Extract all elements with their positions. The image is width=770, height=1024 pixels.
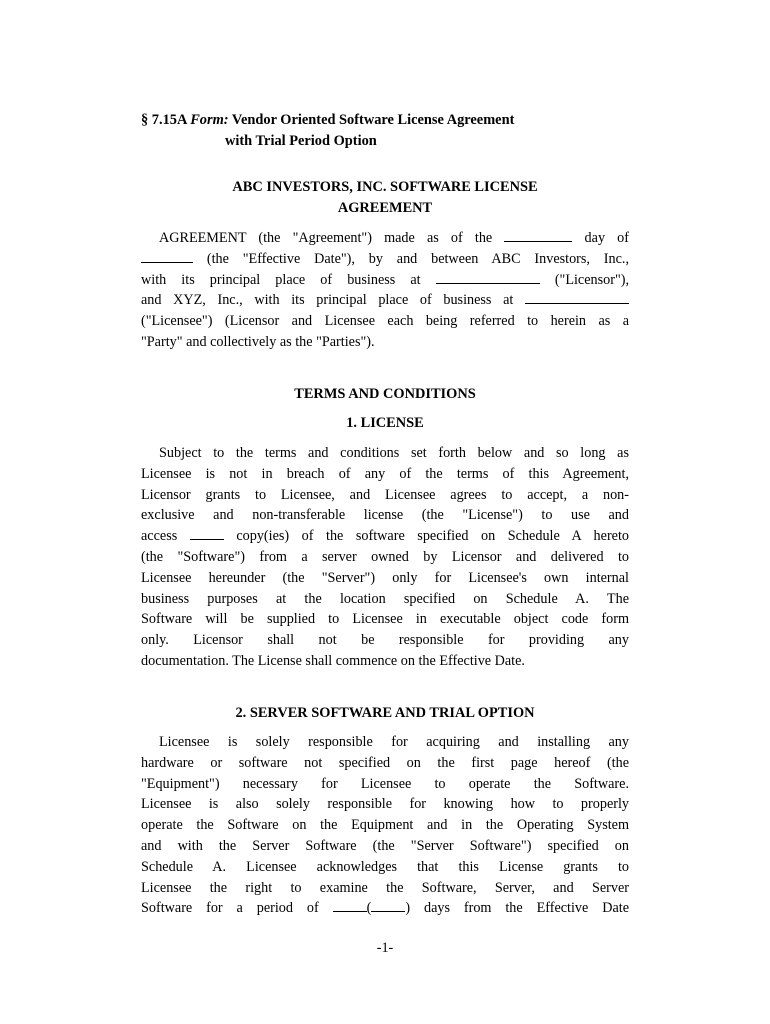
section1-line: documentation. The License shall commence on the Effective Date. — [141, 652, 525, 669]
agreement-title — [141, 177, 629, 219]
section2-text: ) days from the Effective Date — [405, 900, 630, 917]
section1-line: Licensee is not in breach of any of the terms of this Agreement, — [141, 465, 629, 482]
form-title-line2: with Trial Period Option — [225, 133, 377, 149]
agreement-title-line1: ABC INVESTORS, INC. SOFTWARE LICENSE — [232, 179, 538, 195]
form-label: Form: — [190, 112, 229, 128]
section-heading — [141, 110, 661, 152]
trial-days-words-blank — [333, 899, 367, 912]
page-number: -1- — [376, 940, 394, 956]
section2-line: and with the Server Software (the "Server Software") specified on — [141, 837, 629, 854]
copies-blank — [190, 527, 224, 540]
trial-days-number-blank — [371, 899, 405, 912]
intro-text: (the "Effective Date"), by and between ABC Investors, Inc., — [206, 250, 630, 267]
terms-heading: TERMS AND CONDITIONS — [294, 386, 476, 402]
section1-line: Licensee hereunder (the "Server") only for Licensee's own internal — [141, 569, 629, 586]
section2-heading: 2. SERVER SOFTWARE AND TRIAL OPTION — [235, 705, 535, 721]
section1-text: access — [141, 528, 178, 545]
trial-days-blanks — [333, 900, 629, 916]
section2-line: Schedule A. Licensee acknowledges that this License grants to — [141, 858, 629, 875]
section-number: § 7.15A — [141, 112, 187, 128]
intro-line — [141, 290, 629, 311]
section1-line: Subject to the terms and conditions set forth below and so long as — [159, 445, 629, 461]
intro-line: "Party" and collectively as the "Parties"). — [141, 333, 375, 350]
section2-line: hardware or software not specified on the first page hereof (the — [141, 754, 629, 771]
section1-paragraph — [141, 443, 629, 672]
intro-text: day of — [584, 230, 630, 246]
section1-text: copy(ies) of the software specified on Schedule A hereto — [236, 528, 630, 545]
date-day-blank — [504, 229, 572, 242]
section1-heading: 1. LICENSE — [346, 415, 424, 431]
agreement-title-line2: AGREEMENT — [337, 200, 433, 216]
section1-line: Licensor grants to Licensee, and Licensee agrees to accept, a non- — [141, 486, 629, 503]
section2-line: Licensee the right to examine the Software, Server, and Server — [141, 879, 629, 896]
section2-text: ( — [366, 900, 372, 917]
section1-line: only. Licensor shall not be responsible for providing any — [141, 632, 629, 649]
section2-paragraph — [141, 732, 629, 919]
section2-line: operate the Software on the Equipment and in the Operating System — [141, 817, 629, 834]
section2-line: "Equipment") necessary for Licensee to operate the Software. — [141, 775, 629, 792]
intro-text: with its principal place of business at — [141, 271, 421, 288]
intro-text: AGREEMENT (the "Agreement") made as of the — [159, 230, 493, 246]
intro-line — [141, 270, 629, 291]
section1-line: business purposes at the location specified on Schedule A. The — [141, 590, 629, 607]
intro-text: and XYZ, Inc., with its principal place of business at — [141, 292, 514, 309]
intro-text: ("Licensor"), — [554, 271, 630, 288]
intro-line: ("Licensee") (Licensor and Licensee each being referred to herein as a — [141, 313, 629, 330]
section1-line: (the "Software") from a server owned by Licensor and delivered to — [141, 548, 629, 565]
section1-line — [141, 526, 629, 547]
licensee-address-blank — [525, 291, 629, 304]
section1-line: Software will be supplied to Licensee in executable object code form — [141, 611, 629, 628]
intro-paragraph — [141, 228, 629, 353]
form-title-line1: Vendor Oriented Software License Agreement — [231, 112, 515, 128]
section1-line: exclusive and non-transferable license (the "License") to use and — [141, 507, 629, 524]
licensor-address-blank — [436, 271, 540, 284]
section2-line — [141, 898, 629, 919]
section2-text: Software for a period of — [141, 900, 319, 917]
date-month-blank — [141, 250, 193, 263]
section2-line: Licensee is solely responsible for acquiring and installing any — [159, 734, 629, 750]
intro-line — [141, 249, 629, 270]
intro-line — [141, 228, 629, 249]
section2-line: Licensee is also solely responsible for knowing how to properly — [141, 796, 629, 813]
